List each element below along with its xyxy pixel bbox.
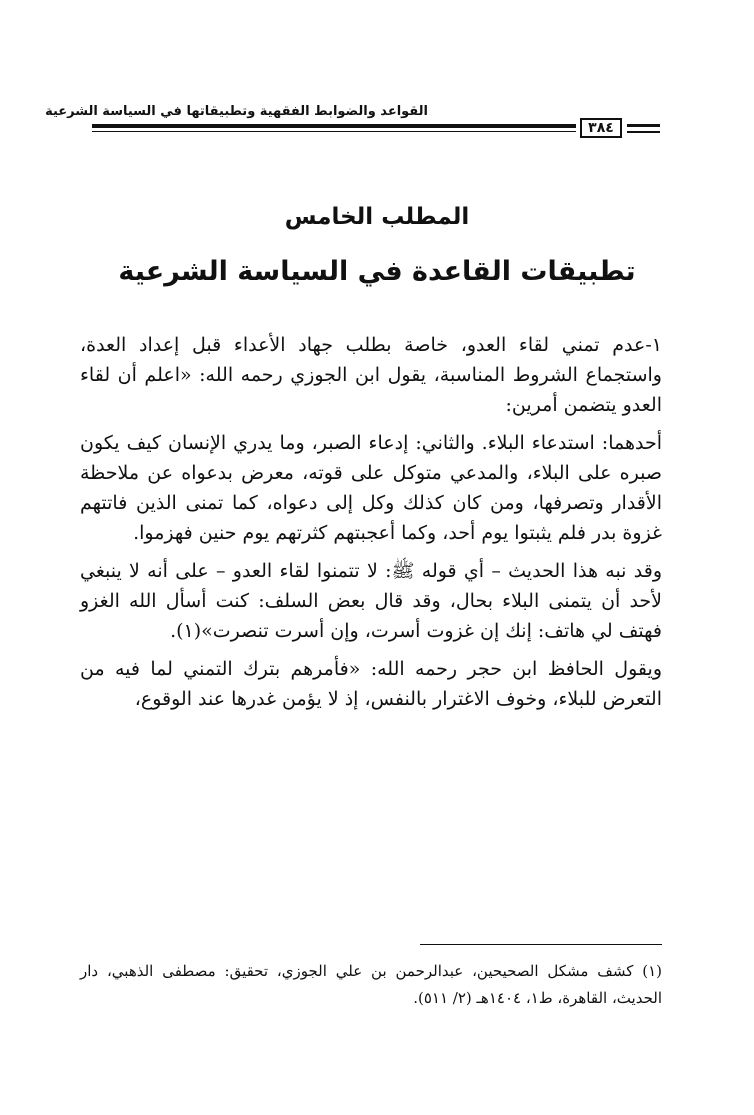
running-title: القواعد والضوابط الفقهية وتطبيقاتها في السياسة الشرعية bbox=[45, 104, 428, 119]
paragraph: وقد نبه هذا الحديث – أي قوله ﷺ: لا تتمنوا لقاء العدو – على أنه لا ينبغي لأحد أن يتمنى البلاء بحال، وقد قال بعض السلف: كنت أسأل الله الغزو فهتف لي هاتف: إنك إن غزوت أسرت، وإن أسرت تنصرت»(١). bbox=[80, 560, 662, 642]
footnotes bbox=[80, 958, 662, 1012]
body-text bbox=[80, 330, 662, 722]
section-title: المطلب الخامس bbox=[284, 204, 470, 230]
footnote-separator bbox=[420, 944, 662, 945]
header-rule-thin bbox=[92, 131, 576, 132]
paragraph: أحدهما: استدعاء البلاء. والثاني: إدعاء الصبر، وما يدري الإنسان كيف يكون صبره على البلاء، والمدعي متوكل على قوته، معرض بدعواه عن ملاحظة الأقدار وتصرفها، ومن كان كذلك وكل إلى دعواه، كما تمنى الذين فاتتهم غزوة بدر فلم يثبتوا يوم أحد، وكما أعجبتهم كثرتهم يوم حنين فهزموا. bbox=[80, 432, 662, 544]
page-number: ٣٨٤ bbox=[580, 118, 622, 138]
page-header bbox=[0, 100, 754, 140]
paragraph: ويقول الحافظ ابن حجر رحمه الله: «فأمرهم بترك التمني لما فيه من التعرض للبلاء، وخوف الاغترار بالنفس، إذ لا يؤمن غدرها عند الوقوع، bbox=[80, 658, 662, 710]
header-rule-right-top bbox=[627, 124, 660, 127]
footnote-item: (١) كشف مشكل الصحيحين، عبدالرحمن بن علي الجوزي، تحقيق: مصطفى الذهبي، دار الحديث، القاهرة، ط١، ١٤٠٤هـ (٢/ ٥١١). bbox=[80, 962, 662, 1007]
header-rule-right-bottom bbox=[627, 131, 660, 133]
section-subtitle: تطبيقات القاعدة في السياسة الشرعية bbox=[118, 256, 636, 287]
paragraph: ١-عدم تمني لقاء العدو، خاصة بطلب جهاد الأعداء قبل إعداد العدة، واستجماع الشروط المناسبة، يقول ابن الجوزي رحمه الله: «اعلم أن لقاء العدو يتضمن أمرين: bbox=[80, 334, 662, 416]
header-rule-thick bbox=[92, 124, 576, 128]
